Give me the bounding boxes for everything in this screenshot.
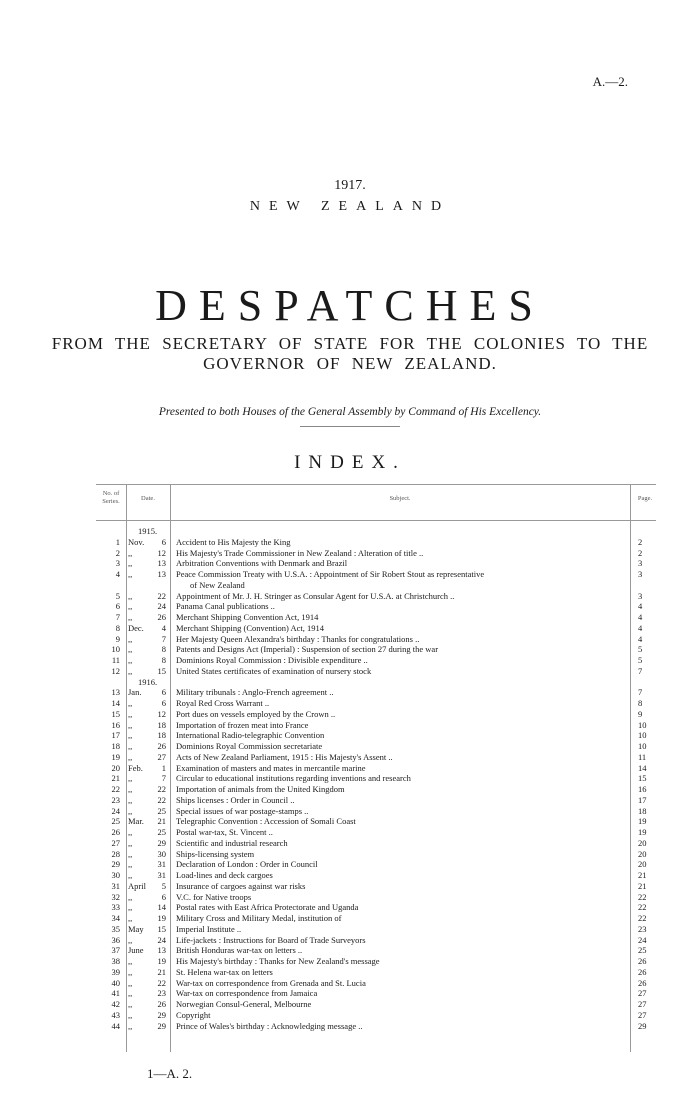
page-number: 19	[638, 827, 647, 837]
date-month: ,,	[128, 891, 133, 902]
date-day: 6	[161, 687, 166, 698]
date-month: ,,	[128, 569, 133, 579]
subject-text: International Radio-telegraphic Convention	[176, 730, 325, 741]
series-number: 34	[111, 913, 120, 923]
page-number: 4	[638, 601, 643, 612]
page-number: 10	[638, 730, 647, 741]
subject-text: Copyright	[176, 1009, 211, 1020]
subject-text: Postal war-tax, St. Vincent ..	[176, 827, 273, 837]
subject-text: Importation of frozen meat into France	[176, 719, 309, 730]
page-number: 27	[638, 988, 647, 999]
series-number: 35	[111, 923, 120, 934]
subject-text: Her Majesty Queen Alexandra's birthday : Thanks for congratulations ..	[176, 633, 420, 644]
series-number: 16	[111, 719, 120, 730]
subject-text: His Majesty's birthday : Thanks for New Zealand's message	[176, 956, 380, 966]
subject-text: Merchant Shipping Convention Act, 1914	[176, 612, 319, 622]
date-day: 18	[157, 719, 166, 730]
page-number: 7	[638, 665, 643, 676]
series-number: 20	[111, 762, 120, 773]
date-day: 26	[157, 612, 166, 622]
series-number: 25	[111, 816, 120, 827]
page-number: 22	[638, 891, 647, 902]
date-month: May	[128, 923, 144, 934]
series-number: 1	[115, 536, 120, 547]
subject-text: St. Helena war-tax on letters	[176, 966, 273, 977]
date-month: April	[128, 880, 146, 891]
date-month: ,,	[128, 741, 133, 751]
page-number: 19	[638, 816, 647, 827]
series-number: 2	[115, 547, 120, 558]
header-subject: Subject.	[389, 495, 411, 502]
series-number: 7	[115, 612, 120, 622]
page-number: 20	[638, 848, 647, 859]
date-month: ,,	[128, 601, 133, 612]
date-day: 22	[157, 590, 166, 601]
subject-text: Acts of New Zealand Parliament, 1915 : His Majesty's Assent ..	[176, 751, 393, 762]
subject-text: Insurance of cargoes against war risks	[176, 880, 306, 891]
page-number: 5	[638, 655, 643, 665]
page-number: 26	[638, 966, 647, 977]
page-number: 2	[638, 536, 643, 547]
date-day: 24	[157, 601, 166, 612]
date-month: ,,	[128, 719, 133, 730]
page-number: 26	[638, 956, 647, 966]
subject-text: Declaration of London : Order in Council	[176, 859, 318, 870]
series-number: 26	[111, 827, 120, 837]
date-month: ,,	[128, 977, 133, 988]
page-number: 16	[638, 784, 647, 794]
date-month: ,,	[128, 837, 133, 848]
page-number: 2	[638, 547, 643, 558]
page-number: 20	[638, 859, 647, 870]
series-number: 41	[111, 988, 120, 999]
page-number: 21	[638, 870, 647, 880]
date-day: 7	[161, 773, 166, 784]
date-day: 4	[161, 622, 166, 633]
series-number: 10	[111, 644, 120, 655]
date-month: ,,	[128, 827, 133, 837]
date-day: 12	[157, 547, 166, 558]
series-number: 14	[111, 698, 120, 708]
page-number: 3	[638, 558, 643, 569]
subtitle-line-1: FROM THE SECRETARY OF STATE FOR THE COLONIES TO THE	[51, 334, 649, 353]
date-day: 31	[157, 870, 166, 880]
date-month: ,,	[128, 902, 133, 913]
date-day: 19	[157, 913, 166, 923]
series-number: 19	[111, 751, 120, 762]
series-number: 43	[111, 1009, 120, 1020]
subject-text: War-tax on correspondence from Jamaica	[176, 988, 318, 999]
date-day: 21	[157, 966, 166, 977]
date-month: Dec.	[128, 622, 144, 633]
date-day: 15	[157, 923, 166, 934]
date-month: ,,	[128, 870, 133, 880]
presented-note: Presented to both Houses of the General Assembly by Command of His Excellency.	[158, 406, 542, 418]
series-number: 22	[111, 784, 120, 794]
date-day: 15	[157, 665, 166, 676]
document-year: 1917.	[334, 178, 366, 193]
date-day: 31	[157, 859, 166, 870]
series-number: 39	[111, 966, 120, 977]
date-month: ,,	[128, 1009, 133, 1020]
subject-text: United States certificates of examination of nursery stock	[176, 665, 372, 676]
date-month: Mar.	[128, 816, 144, 827]
date-day: 12	[157, 708, 166, 719]
subject-text: Military tribunals : Anglo-French agreement ..	[176, 687, 334, 698]
date-month: Nov.	[128, 536, 145, 547]
subject-text: Panama Canal publications ..	[176, 601, 275, 612]
series-number: 15	[111, 708, 120, 719]
subject-text: Royal Red Cross Warrant ..	[176, 698, 270, 708]
date-day: 22	[157, 977, 166, 988]
page-number: 23	[638, 923, 647, 934]
subject-text: Dominions Royal Commission secretariate	[176, 741, 323, 751]
date-month: ,,	[128, 966, 133, 977]
date-month: Jan.	[128, 687, 142, 698]
page-number: 20	[638, 837, 647, 848]
date-month: ,,	[128, 805, 133, 816]
series-number: 17	[111, 730, 120, 741]
subject-text: Peace Commission Treaty with U.S.A. : Appointment of Sir Robert Stout as representative	[176, 569, 485, 579]
subject-text: Military Cross and Military Medal, institution of	[176, 913, 342, 923]
subject-text: War-tax on correspondence from Grenada and St. Lucia	[176, 977, 366, 988]
subject-text: His Majesty's Trade Commissioner in New Zealand : Alteration of title ..	[176, 547, 424, 558]
subject-text: Load-lines and deck cargoes	[176, 870, 273, 880]
date-day: 13	[157, 569, 166, 579]
page-number: 24	[638, 934, 647, 945]
date-month: ,,	[128, 773, 133, 784]
date-day: 7	[161, 633, 166, 644]
subject-text: Importation of animals from the United Kingdom	[176, 784, 345, 794]
date-month: ,,	[128, 956, 133, 966]
date-day: 22	[157, 784, 166, 794]
series-number: 44	[111, 1020, 120, 1031]
subject-text: Life-jackets : Instructions for Board of Trade Surveyors	[176, 934, 366, 945]
subject-text: Prince of Wales's birthday : Acknowledging message ..	[176, 1020, 363, 1031]
series-number: 40	[111, 977, 120, 988]
series-number: 3	[115, 558, 120, 569]
series-number: 13	[111, 687, 120, 698]
subject-text: Port dues on vessels employed by the Crown ..	[176, 708, 336, 719]
subject-text: V.C. for Native troops	[176, 891, 252, 902]
date-day: 23	[157, 988, 166, 999]
page-number: 11	[638, 751, 647, 762]
subject-text: Patents and Designs Act (Imperial) : Suspension of section 27 during the war	[176, 644, 439, 655]
date-month: ,,	[128, 698, 133, 708]
page-number: 25	[638, 945, 647, 956]
date-month: ,,	[128, 859, 133, 870]
date-day: 27	[157, 751, 166, 762]
page-number: 4	[638, 612, 643, 622]
date-month: ,,	[128, 934, 133, 945]
series-number: 24	[111, 805, 120, 816]
date-day: 1	[161, 762, 166, 773]
series-number: 32	[111, 891, 120, 902]
page-number: 10	[638, 741, 647, 751]
series-number: 38	[111, 956, 120, 966]
date-day: 6	[161, 536, 166, 547]
subject-text: Examination of masters and mates in mercantile marine	[176, 762, 366, 773]
index-heading: INDEX.	[294, 452, 406, 473]
date-month: ,,	[128, 655, 133, 665]
series-number: 27	[111, 837, 120, 848]
header-no: No. of Series.	[102, 490, 120, 505]
subject-text: Accident to His Majesty the King	[176, 536, 291, 547]
date-day: 6	[161, 891, 166, 902]
date-month: ,,	[128, 547, 133, 558]
date-day: 13	[157, 558, 166, 569]
document-code: A.—2.	[592, 74, 628, 89]
series-number: 4	[115, 569, 120, 579]
date-day: 19	[157, 956, 166, 966]
date-month: ,,	[128, 612, 133, 622]
year-marker: 1916.	[138, 676, 158, 687]
series-number: 12	[111, 665, 120, 676]
series-number: 6	[115, 601, 120, 612]
header-page: Page.	[637, 495, 653, 502]
date-day: 25	[157, 827, 166, 837]
subject-continuation: of New Zealand	[190, 579, 245, 590]
date-month: ,,	[128, 1020, 133, 1031]
subject-text: British Honduras war-tax on letters ..	[176, 945, 303, 956]
date-month: ,,	[128, 644, 133, 655]
subject-text: Norwegian Consul-General, Melbourne	[176, 999, 312, 1009]
page-number: 3	[638, 590, 643, 601]
date-month: June	[128, 945, 144, 956]
date-day: 8	[161, 655, 166, 665]
subject-text: Ships licenses : Order in Council ..	[176, 794, 295, 805]
page-number: 5	[638, 644, 643, 655]
page-number: 29	[638, 1020, 647, 1031]
date-day: 18	[157, 730, 166, 741]
page-number: 14	[638, 762, 647, 773]
page-title: DESPATCHES	[155, 281, 545, 330]
page-number: 15	[638, 773, 647, 784]
series-number: 31	[111, 880, 120, 891]
date-day: 30	[157, 848, 166, 859]
date-day: 6	[161, 698, 166, 708]
series-number: 37	[111, 945, 120, 956]
series-number: 28	[111, 848, 120, 859]
page-number: 8	[638, 698, 643, 708]
page-number: 9	[638, 708, 643, 719]
date-day: 24	[157, 934, 166, 945]
page-number: 22	[638, 913, 647, 923]
subject-text: Ships-licensing system	[176, 848, 255, 859]
subject-text: Dominions Royal Commission : Divisible expenditure ..	[176, 655, 368, 665]
date-day: 14	[157, 902, 166, 913]
series-number: 11	[111, 655, 120, 665]
date-day: 5	[161, 880, 166, 891]
page-number: 4	[638, 633, 643, 644]
date-month: ,,	[128, 999, 133, 1009]
year-marker: 1915.	[138, 526, 158, 536]
subject-text: Imperial Institute ..	[176, 923, 242, 934]
header-date: Date.	[141, 495, 155, 502]
series-number: 21	[111, 773, 120, 784]
page-number: 26	[638, 977, 647, 988]
series-number: 33	[111, 902, 120, 913]
date-month: ,,	[128, 848, 133, 859]
date-day: 26	[157, 999, 166, 1009]
subject-text: Postal rates with East Africa Protectorate and Uganda	[176, 902, 359, 913]
subject-text: Arbitration Conventions with Denmark and Brazil	[176, 558, 348, 569]
date-month: ,,	[128, 665, 133, 676]
date-day: 8	[161, 644, 166, 655]
subject-text: Special issues of war postage-stamps ..	[176, 805, 309, 816]
page-number: 27	[638, 999, 647, 1009]
series-number: 23	[111, 794, 120, 805]
date-month: ,,	[128, 988, 133, 999]
series-number: 36	[111, 934, 120, 945]
subject-text: Circular to educational institutions regarding inventions and research	[176, 773, 411, 784]
date-month: ,,	[128, 633, 133, 644]
series-number: 5	[115, 590, 120, 601]
date-month: ,,	[128, 751, 133, 762]
date-month: ,,	[128, 708, 133, 719]
series-number: 42	[111, 999, 120, 1009]
date-day: 29	[157, 1009, 166, 1020]
country-heading: NEW ZEALAND	[249, 199, 451, 214]
page-number: 22	[638, 902, 647, 913]
series-number: 29	[111, 859, 120, 870]
date-month: ,,	[128, 558, 133, 569]
date-month: ,,	[128, 590, 133, 601]
series-number: 9	[115, 633, 120, 644]
date-day: 29	[157, 837, 166, 848]
date-day: 13	[157, 945, 166, 956]
subject-text: Telegraphic Convention : Accession of Somali Coast	[176, 816, 356, 827]
page-footer: 1—A. 2.	[147, 1066, 193, 1081]
subject-text: Scientific and industrial research	[176, 837, 288, 848]
date-month: ,,	[128, 730, 133, 741]
date-day: 25	[157, 805, 166, 816]
date-day: 21	[157, 816, 166, 827]
series-number: 18	[111, 741, 120, 751]
series-number: 30	[111, 870, 120, 880]
page-number: 17	[638, 794, 647, 805]
date-day: 22	[157, 794, 166, 805]
date-day: 29	[157, 1020, 166, 1031]
page-number: 4	[638, 622, 643, 633]
subject-text: Appointment of Mr. J. H. Stringer as Consular Agent for U.S.A. at Christchurch ..	[176, 590, 455, 601]
page-number: 10	[638, 719, 647, 730]
page-number: 18	[638, 805, 647, 816]
date-month: ,,	[128, 794, 133, 805]
date-month: Feb.	[128, 762, 143, 773]
page-number: 7	[638, 687, 643, 698]
subtitle-line-2: GOVERNOR OF NEW ZEALAND.	[203, 354, 497, 373]
page-number: 21	[638, 880, 647, 891]
page-number: 27	[638, 1009, 647, 1020]
series-number: 8	[115, 622, 120, 633]
subject-text: Merchant Shipping (Convention) Act, 1914	[176, 622, 325, 633]
page-number: 3	[638, 569, 643, 579]
date-month: ,,	[128, 913, 133, 923]
date-day: 26	[157, 741, 166, 751]
date-month: ,,	[128, 784, 133, 794]
